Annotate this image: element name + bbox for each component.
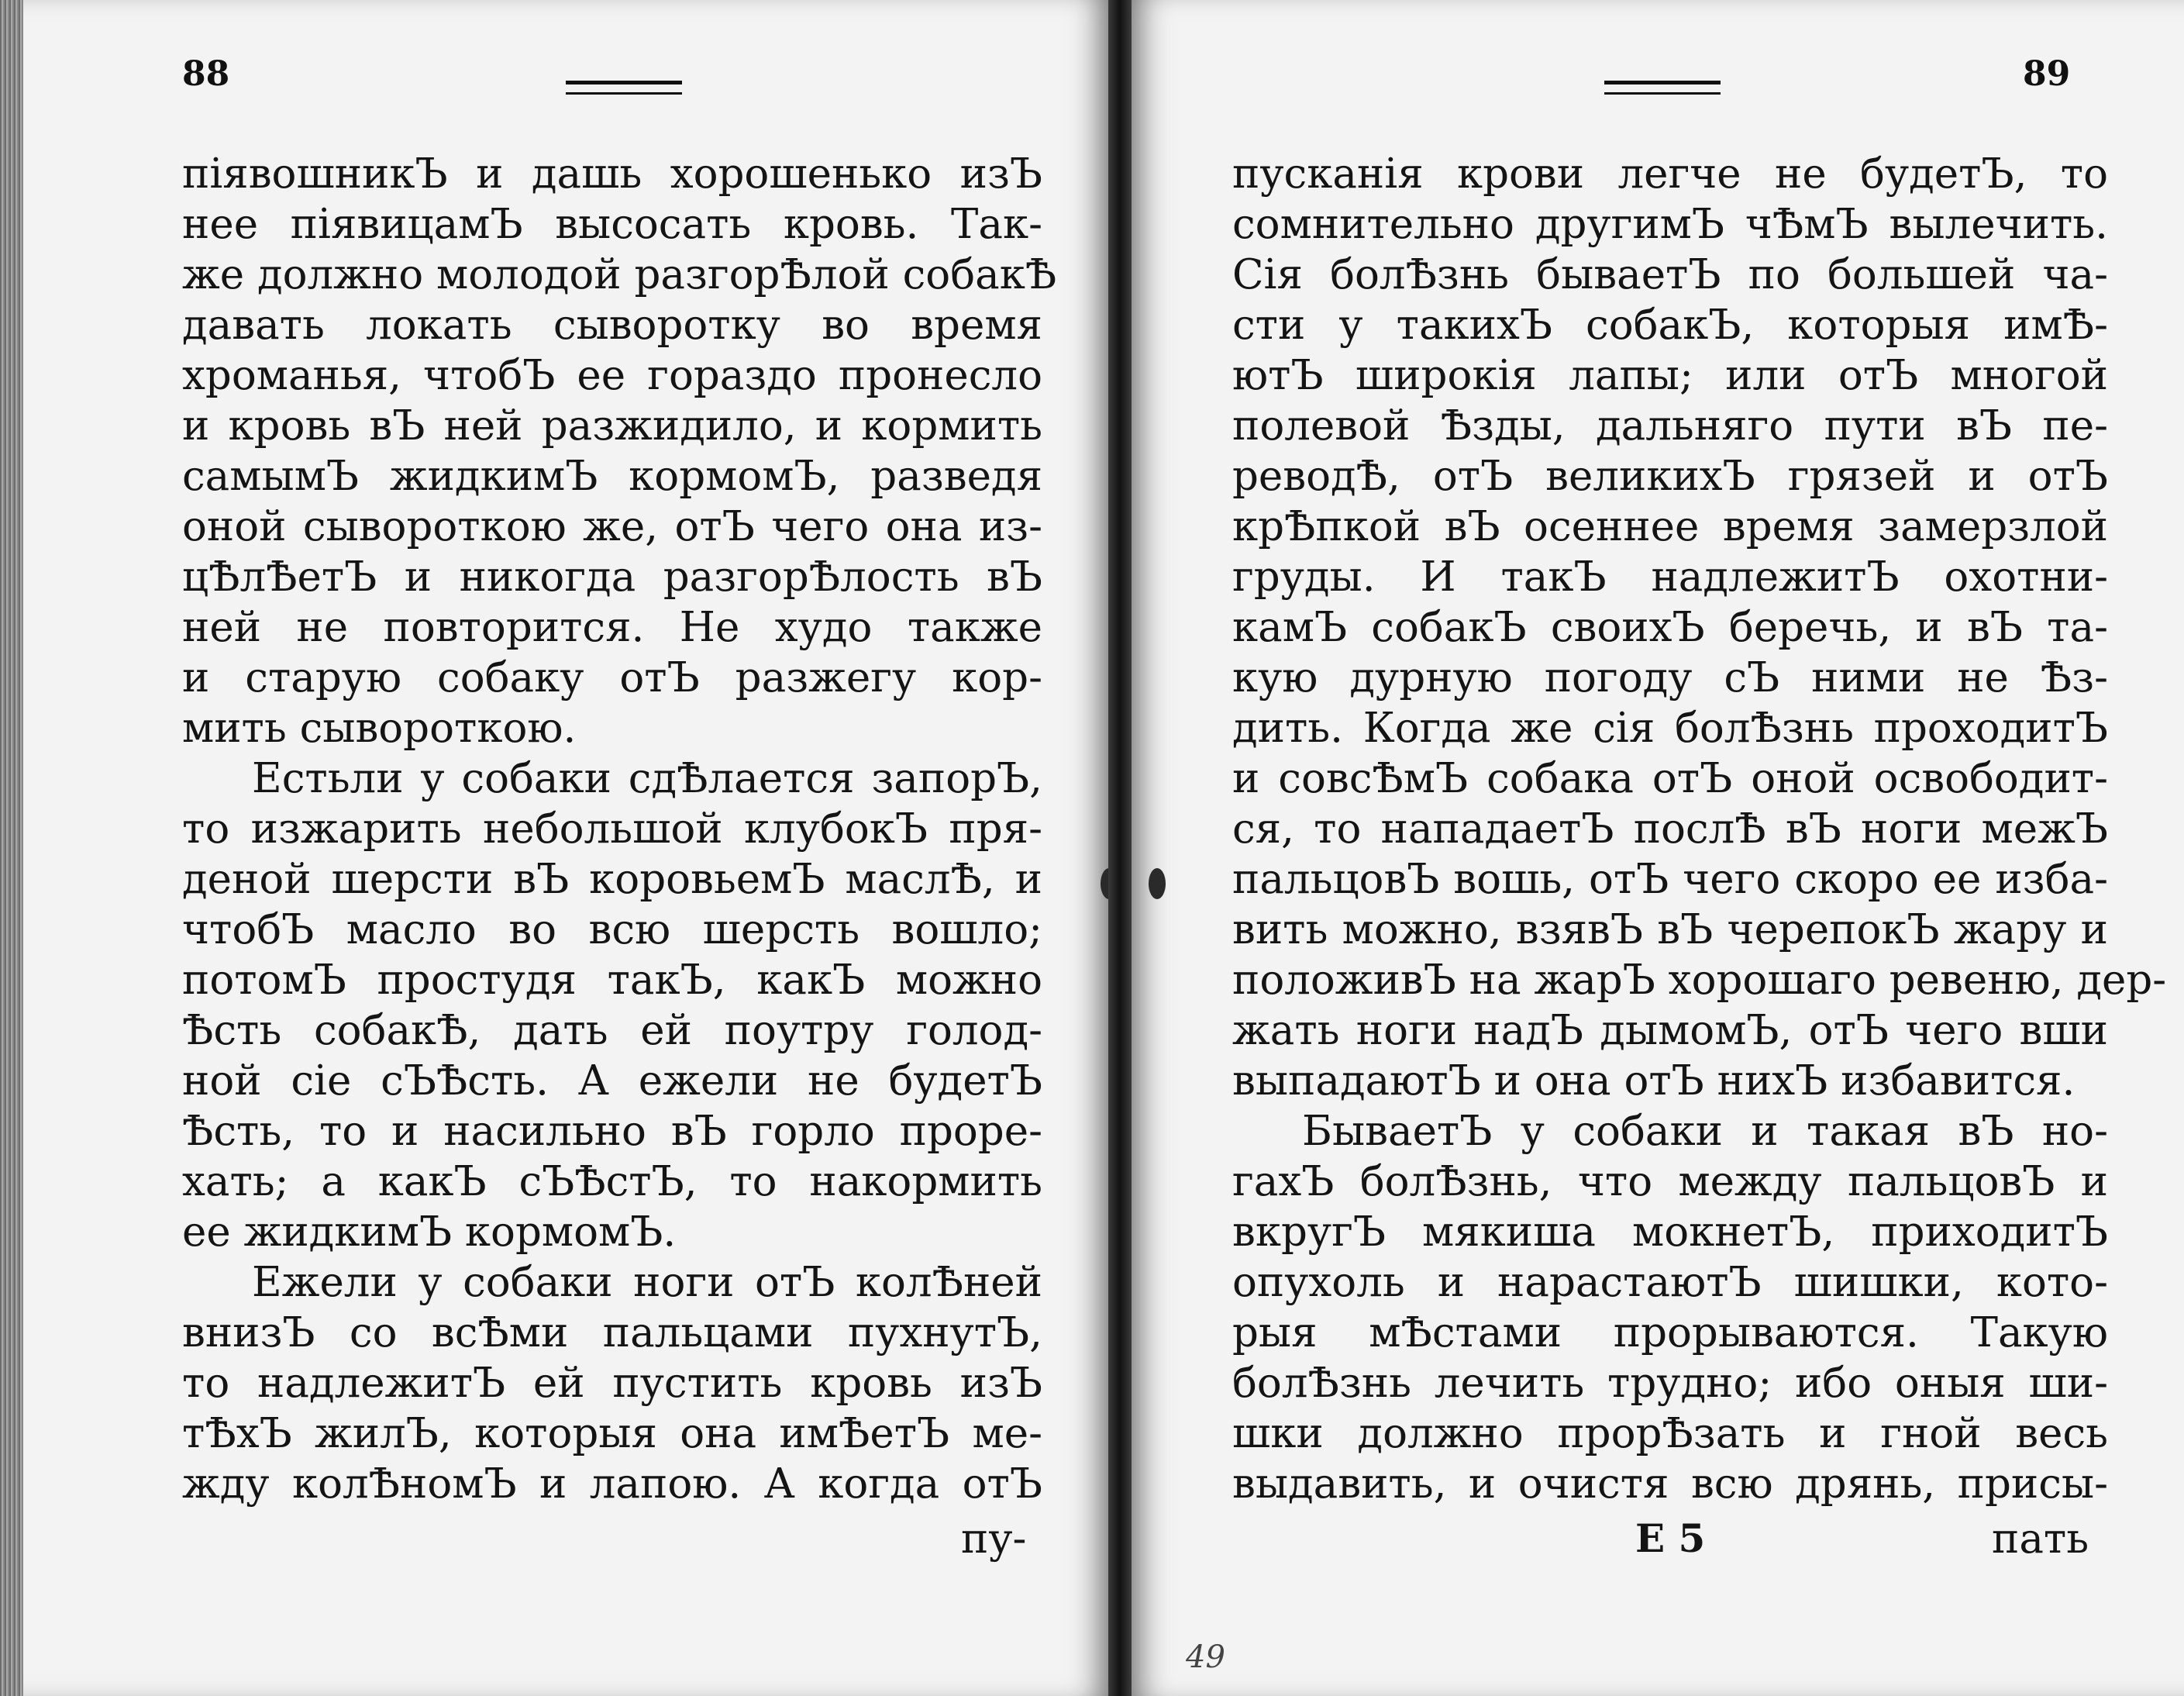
binding-hole <box>1101 868 1108 899</box>
text-line: Ѣсть собакѢ, дать ей поутру голод- <box>182 1007 1042 1054</box>
text-line: крѢпкой вЪ осеннее время замерзлой <box>1232 503 2108 550</box>
signature-mark: Е 5 <box>1635 1515 1706 1561</box>
text-line: и совсѢмЪ собака отЪ оной освободит- <box>1232 755 2108 802</box>
margin-note: 49 <box>1186 1639 1225 1675</box>
text-line: то надлежитЪ ей пустить кровь изЪ <box>182 1360 1042 1407</box>
text-line: вить можно, взявЪ вЪ черепокЪ жару и <box>1232 906 2108 953</box>
text-line: Естьли у собаки сдѢлается запорЪ, <box>252 755 1042 802</box>
text-line: болѢзнь лечить трудно; ибо оныя ши- <box>1232 1360 2108 1407</box>
text-line: кую дурную погоду сЪ ними не Ѣз- <box>1232 654 2108 701</box>
header-rule <box>566 81 682 95</box>
text-line: сомнительно другимЪ чѢмЪ вылечить. <box>1232 201 2108 248</box>
text-line: выдавить, и очистя всю дрянь, присы- <box>1232 1460 2108 1508</box>
page-number: 89 <box>2023 54 2071 94</box>
text-line: мить сывороткою. <box>182 705 577 752</box>
text-line: Ежели у собаки ноги отЪ колѢней <box>252 1259 1042 1306</box>
page-edges <box>0 0 23 1696</box>
text-line: ной сіе сЪѢсть. А ежели не будетЪ <box>182 1057 1042 1105</box>
text-line: деной шерсти вЪ коровьемЪ маслѢ, и <box>182 856 1042 903</box>
text-line: БываетЪ у собаки и такая вЪ но- <box>1302 1108 2108 1155</box>
text-line: сти у такихЪ собакЪ, которыя имѢ- <box>1232 302 2108 349</box>
text-line: то изжарить небольшой клубокЪ пря- <box>182 805 1042 853</box>
text-line: положивЪ на жарЪ хорошаго ревеню, дер- <box>1232 957 2167 1004</box>
text-line: цѢлѢетЪ и никогда разгорѢлость вЪ <box>182 553 1042 601</box>
catchword: пать <box>1992 1515 2089 1563</box>
text-line: ютЪ широкія лапы; или отЪ многой <box>1232 352 2108 399</box>
text-line: нее піявицамЪ высосать кровь. Так- <box>182 201 1042 248</box>
text-line: опухоль и нарастаютЪ шишки, кото- <box>1232 1259 2108 1306</box>
text-line: оной сывороткою же, отЪ чего она из- <box>182 503 1042 550</box>
text-line: потомЪ простудя такЪ, какЪ можно <box>182 957 1042 1004</box>
page-number: 88 <box>182 54 230 94</box>
text-line: Сія болѢзнь бываетЪ по большей ча- <box>1232 251 2108 298</box>
text-line: ее жидкимЪ кормомЪ. <box>182 1208 677 1256</box>
text-line: жду колѢномЪ и лапою. А когда отЪ <box>182 1460 1042 1508</box>
text-line: чтобЪ масло во всю шерсть вошло; <box>182 906 1042 953</box>
text-line: піявошникЪ и дашь хорошенько изЪ <box>182 150 1042 198</box>
text-line: ся, то нападаетЪ послѢ вЪ ноги межЪ <box>1232 805 2108 853</box>
text-line: полевой Ѣзды, дальняго пути вЪ пе- <box>1232 402 2108 450</box>
body-text <box>1232 149 2167 1509</box>
right-page <box>1132 0 2184 1696</box>
text-line: и старую собаку отЪ разжегу кор- <box>182 654 1042 701</box>
text-line: давать локать сыворотку во время <box>182 302 1042 349</box>
text-line: хать; а какЪ сЪѢстЪ, то накормить <box>182 1158 1042 1205</box>
text-line: тѢхЪ жилЪ, которыя она имѢетЪ ме- <box>182 1410 1042 1457</box>
text-line: пальцовЪ вошь, отЪ чего скоро ее изба- <box>1232 856 2108 903</box>
text-line: груды. И такЪ надлежитЪ охотни- <box>1232 553 2108 601</box>
body-text <box>182 149 1057 1509</box>
text-line: хроманья, чтобЪ ее гораздо пронесло <box>182 352 1042 399</box>
text-line: шки должно прорѢзать и гной весь <box>1232 1410 2108 1457</box>
text-line: реводѢ, отЪ великихЪ грязей и отЪ <box>1232 453 2108 500</box>
catchword: пу- <box>961 1515 1027 1563</box>
text-line: жать ноги надЪ дымомЪ, отЪ чего вши <box>1232 1007 2108 1054</box>
text-line: гахЪ болѢзнь, что между пальцовЪ и <box>1232 1158 2108 1205</box>
text-line: выпадаютЪ и она отЪ нихЪ избавится. <box>1232 1057 2075 1105</box>
text-line: внизЪ со всѢми пальцами пухнутЪ, <box>182 1309 1042 1356</box>
text-line: Ѣсть, то и насильно вЪ горло прope- <box>182 1108 1042 1155</box>
text-line: камЪ собакЪ своихЪ беречь, и вЪ та- <box>1232 604 2108 651</box>
text-line: рыя мѢстами прорываются. Такую <box>1232 1309 2108 1356</box>
book-gutter <box>1108 0 1132 1696</box>
text-line: пусканія крови легче не будетЪ, то <box>1232 150 2108 198</box>
binding-hole <box>1149 868 1166 899</box>
header-rule <box>1604 81 1721 95</box>
text-line: же должно молодой разгорѢлой собакѢ <box>182 251 1057 298</box>
text-line: самымЪ жидкимЪ кормомЪ, разведя <box>182 453 1042 500</box>
text-line: ней не повторится. Не худо также <box>182 604 1042 651</box>
text-line: дить. Когда же сія болѢзнь проходитЪ <box>1232 705 2108 752</box>
text-line: вкругЪ мякиша мокнетЪ, приходитЪ <box>1232 1208 2108 1256</box>
text-line: и кровь вЪ ней разжидило, и кормить <box>182 402 1042 450</box>
left-page <box>23 0 1108 1696</box>
